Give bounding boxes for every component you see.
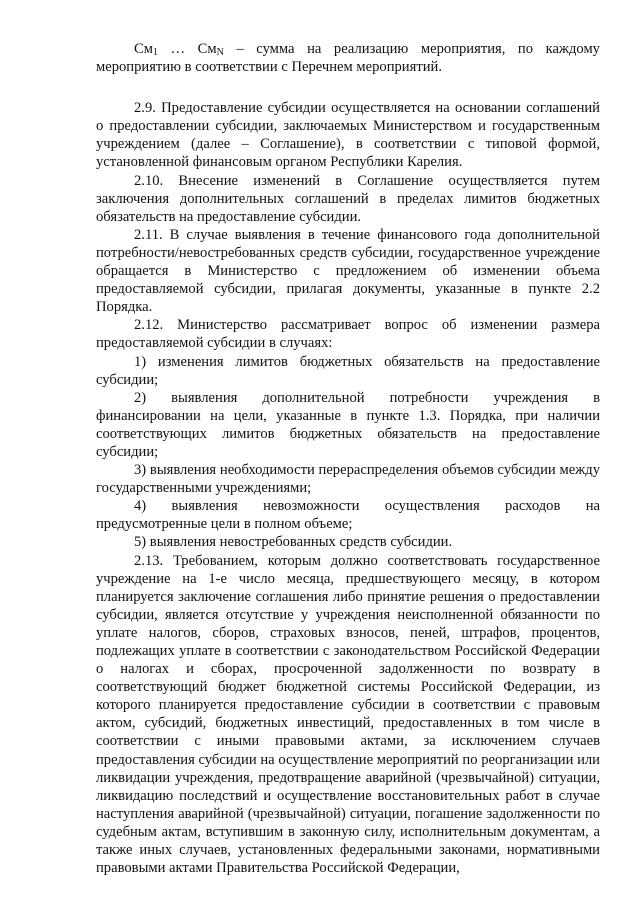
- formula-text: – сумма на реализацию мероприятия, по каждому мероприятию в соответствии с Перечнем мероприятий.: [96, 41, 600, 76]
- paragraph-p-2-12-3: 3) выявления необходимости перераспределения объемов субсидии между государственными учреждениями;: [96, 462, 600, 497]
- formula-subscript: N: [216, 47, 224, 58]
- paragraph-p-2-12: 2.12. Министерство рассматривает вопрос об изменении размера предоставляемой субсидии в случаях:: [96, 317, 600, 352]
- paragraph-spacer: [96, 76, 600, 99]
- paragraph-p-2-12-5: 5) выявления невостребованных средств субсидии.: [134, 534, 453, 551]
- paragraph-p-2-12-1: 1) изменения лимитов бюджетных обязательств на предоставление субсидии;: [96, 353, 600, 388]
- paragraph-formula: [96, 40, 600, 76]
- paragraph-p-2-10: 2.10. Внесение изменений в Соглашение осуществляется путем заключения дополнительных соглашений в пределах лимитов бюджетных обязательств на предоставление субсидии.: [96, 172, 600, 225]
- formula-subscript: 1: [152, 47, 158, 58]
- formula-text: См: [134, 41, 153, 57]
- formula-text: … См: [157, 41, 217, 57]
- paragraph-p-2-13: 2.13. Требованием, которым должно соответствовать государственное учреждение на 1-е число месяца, предшествующего месяцу, в котором планируется заключение соглашения либо принятие решения о предоставлении субсидии, является отсутствие у учреждения неисполненной обязанности по уплате налогов, сборов, страховых взносов, пеней, штрафов, процентов, подлежащих уплате в соответствии с законодательством Российской Федерации о налогах и сборах, просроченной задолженности по возврату в соответствующий бюджет бюджетной системы Российской Федерации, из которого планируется предоставление субсидии в соответствии с правовым актом, субсидий, бюджетных инвестиций, предоставленных в том числе в соответствии с иными правовыми актами, за исключением случаев предоставления субсидии на осуществление мероприятий по реорганизации или ликвидации учреждения, предотвращение аварийной (чрезвычайной) ситуации, ликвидацию последствий и осуществление восстановительных работ в случае наступления аварийной (чрезвычайной) ситуации, погашение задолженности по судебным актам, вступившим в законную силу, исполнительным документам, а также иных случаев, установленных федеральными законами, нормативными правовыми актами Правительства Российской Федерации,: [96, 552, 600, 877]
- paragraph-p-2-12-2: 2) выявления дополнительной потребности учреждения в финансировании на цели, указанные в пункте 1.3. Порядка, при наличии соответствующих лимитов бюджетных обязательств на предоставление субсидии;: [96, 389, 600, 460]
- document-text: [96, 40, 600, 877]
- paragraph-p-2-9: 2.9. Предоставление субсидии осуществляется на основании соглашений о предоставлении субсидии, заключаемых Министерством и государственным учреждением (далее – Соглашение), в соответствии с типовой формой, установленной финансовым органом Республики Карелия.: [96, 100, 600, 171]
- paragraph-p-2-11: 2.11. В случае выявления в течение финансового года дополнительной потребности/невостребованных средств субсидии, государственное учреждение обращается в Министерство с предложением об изменении объема предоставляемой субсидии, прилагая документы, указанные в пункте 2.2 Порядка.: [96, 226, 600, 316]
- paragraph-p-2-12-4: 4) выявления невозможности осуществления расходов на предусмотренные цели в полном объеме;: [96, 498, 600, 533]
